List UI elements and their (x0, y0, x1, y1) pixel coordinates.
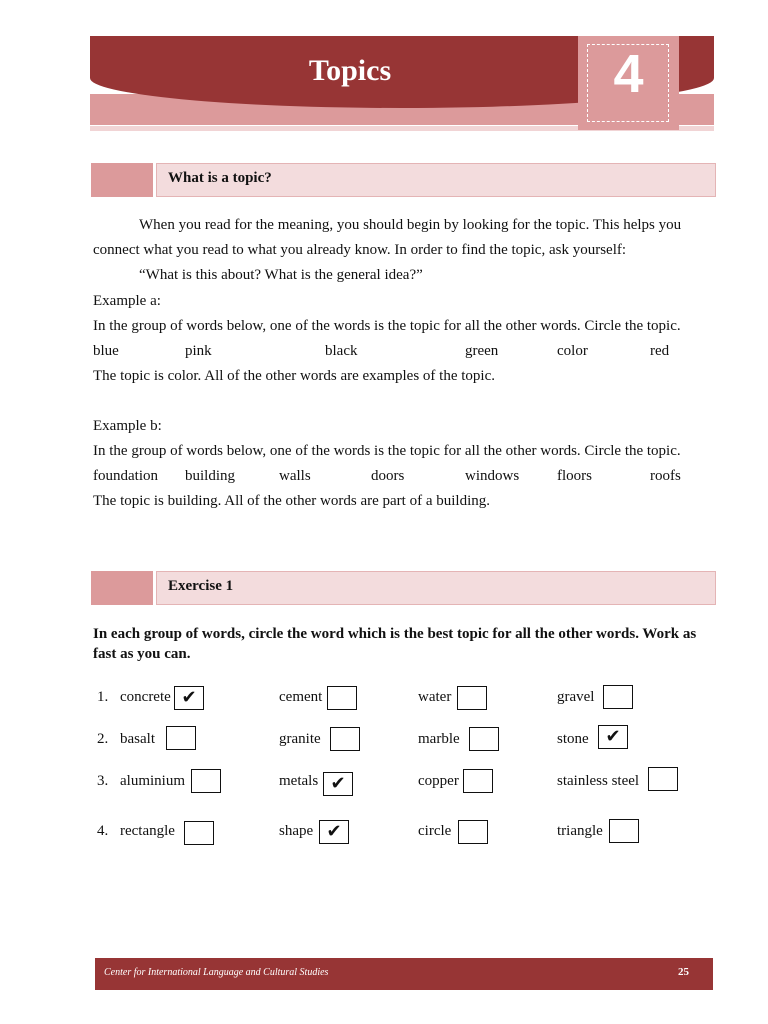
item-word: gravel (557, 689, 595, 705)
example-a-word: red (650, 343, 670, 359)
check-mark-icon: ✔ (326, 821, 342, 842)
example-a-word: black (325, 343, 358, 359)
answer-checkbox[interactable] (463, 769, 493, 793)
example-b-answer: The topic is building. All of the other words are part of a building. (93, 493, 491, 509)
page-footer (95, 958, 713, 990)
section-what-is-topic (91, 163, 716, 197)
item-word: copper (418, 773, 459, 789)
section-exercise-1 (91, 571, 716, 605)
chapter-header (90, 36, 714, 131)
example-a-word: green (465, 343, 499, 359)
example-b-word: floors (557, 468, 592, 484)
answer-checkbox[interactable] (458, 820, 488, 844)
section-tab (91, 163, 153, 197)
example-b-word: windows (465, 468, 520, 484)
item-number: 4. (97, 823, 109, 839)
item-word: concrete (120, 689, 171, 705)
answer-checkbox[interactable] (598, 725, 628, 749)
check-mark-icon: ✔ (330, 773, 346, 794)
example-b-word: foundation (93, 468, 158, 484)
item-word: metals (279, 773, 319, 789)
item-word: aluminium (120, 773, 185, 789)
chapter-number-box (578, 36, 679, 130)
item-word: water (418, 689, 452, 705)
example-b-word: roofs (650, 468, 681, 484)
item-word: cement (279, 689, 323, 705)
item-word: shape (279, 823, 314, 839)
item-word: basalt (120, 731, 155, 747)
answer-checkbox[interactable] (648, 767, 678, 791)
example-a-answer: The topic is color. All of the other words are examples of the topic. (93, 368, 495, 384)
example-a-word: color (557, 343, 588, 359)
item-word: triangle (557, 823, 603, 839)
example-a-instruction: In the group of words below, one of the words is the topic for all the other words. Circle the topic. (93, 318, 681, 334)
item-word: stone (557, 731, 589, 747)
section-label-box (156, 163, 716, 197)
example-a-word: pink (185, 343, 212, 359)
answer-checkbox[interactable] (184, 821, 214, 845)
paragraph-line-1: When you read for the meaning, you should begin by looking for the topic. This helps you (139, 217, 682, 233)
example-b-word: walls (279, 468, 311, 484)
section-heading: Exercise 1 (168, 578, 234, 594)
answer-checkbox[interactable] (609, 819, 639, 843)
item-word: granite (279, 731, 321, 747)
check-mark-icon: ✔ (181, 687, 197, 708)
item-word: rectangle (120, 823, 175, 839)
chapter-title: Topics (308, 54, 392, 87)
answer-checkbox[interactable] (323, 772, 353, 796)
answer-checkbox[interactable] (319, 820, 349, 844)
item-word: stainless steel (557, 773, 640, 789)
guiding-question: “What is this about? What is the general idea?” (139, 267, 423, 283)
example-b-label: Example b: (93, 418, 162, 434)
page-number: 25 (678, 966, 689, 978)
section-tab (91, 571, 153, 605)
paragraph-line-2: connect what you read to what you already know. In order to find the topic, ask yourself: (93, 242, 627, 258)
item-number: 3. (97, 773, 109, 789)
answer-checkbox[interactable] (174, 686, 204, 710)
item-number: 1. (97, 689, 109, 705)
answer-checkbox[interactable] (603, 685, 633, 709)
check-mark-icon: ✔ (605, 726, 621, 747)
example-b-word: building (185, 468, 236, 484)
answer-checkbox[interactable] (457, 686, 487, 710)
exercise-instruction: In each group of words, circle the word which is the best topic for all the other words. Work as fast as you can. (93, 626, 697, 662)
answer-checkbox[interactable] (330, 727, 360, 751)
answer-checkbox[interactable] (166, 726, 196, 750)
item-word: circle (418, 823, 452, 839)
chapter-number: 4 (613, 44, 644, 104)
item-word: marble (418, 731, 460, 747)
example-a-label: Example a: (93, 293, 161, 309)
footer-text: Center for International Language and Cultural Studies (104, 967, 329, 978)
answer-checkbox[interactable] (327, 686, 357, 710)
answer-checkbox[interactable] (191, 769, 221, 793)
example-a-word: blue (93, 343, 119, 359)
section-heading: What is a topic? (168, 170, 272, 186)
example-b-word: doors (371, 468, 405, 484)
answer-checkbox[interactable] (469, 727, 499, 751)
example-b-instruction: In the group of words below, one of the words is the topic for all the other words. Circle the topic. (93, 443, 681, 459)
section-label-box (156, 571, 716, 605)
item-number: 2. (97, 731, 109, 747)
